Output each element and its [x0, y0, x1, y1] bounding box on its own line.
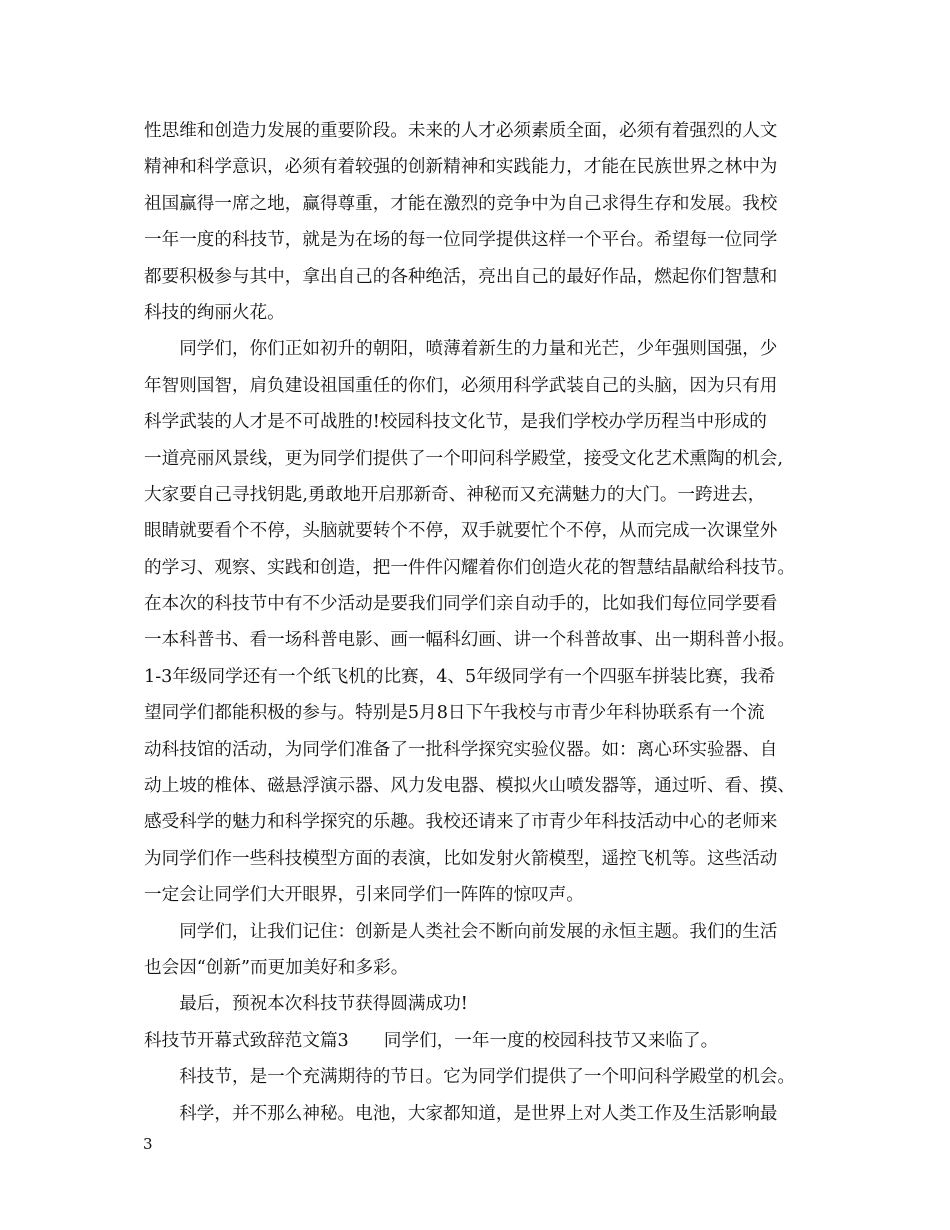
text-line: 眼睛就要看个不停，头脑就要转个不停，双手就要忙个不停，从而完成一次课堂外 — [144, 521, 778, 542]
text-line: 科学武装的人才是不可战胜的!校园科技文化节，是我们学校办学历程当中形成的 — [144, 412, 767, 433]
text-line: 科技的绚丽火花。 — [144, 302, 285, 323]
text-line: 性思维和创造力发展的重要阶段。未来的人才必须素质全面，必须有着强烈的人文 — [144, 121, 778, 141]
text-line: 一道亮丽风景线，更为同学们提供了一个叩问科学殿堂，接受文化艺术熏陶的机会, — [144, 448, 783, 469]
page-number: 3 — [143, 1135, 153, 1153]
text-line: 精神和科学意识，必须有着较强的创新精神和实践能力，才能在民族世界之林中为 — [144, 157, 778, 178]
text-line: 一定会让同学们大开眼界，引来同学们一阵阵的惊叹声。 — [144, 885, 584, 906]
text-line: 都要积极参与其中，拿出自己的各种绝活，亮出自己的最好作品，燃起你们智慧和 — [144, 266, 778, 287]
text-line: 也会因“创新”而更加美好和多彩。 — [144, 957, 409, 978]
text-line: 大家要自己寻找钥匙,勇敢地开启那新奇、神秘而又充满魅力的大门。一跨进去， — [144, 484, 766, 505]
text-line: 同学们，让我们记住：创新是人类社会不断向前发展的永恒主题。我们的生活 — [144, 921, 778, 942]
text-line: 科技节，是一个充满期待的节日。它为同学们提供了一个叩问科学殿堂的机会。 — [144, 1067, 795, 1088]
text-line: 感受科学的魅力和科学探究的乐趣。我校还请来了市青少年科技活动中心的老师来 — [144, 812, 778, 833]
text-line: 望同学们都能积极的参与。特别是5月8日下午我校与市青少年科协联系有一个流 — [144, 703, 765, 724]
text-line: 最后，预祝本次科技节获得圆满成功! — [144, 994, 468, 1015]
text-line: 科技节开幕式致辞范文篇3 同学们，一年一度的校园科技节又来临了。 — [144, 1030, 719, 1051]
text-line: 在本次的科技节中有不少活动是要我们同学们亲自动手的，比如我们每位同学要看 — [144, 594, 778, 615]
text-line: 科学，并不那么神秘。电池，大家都知道，是世界上对人类工作及生活影响最 — [144, 1103, 778, 1124]
text-line: 为同学们作一些科技模型方面的表演，比如发射火箭模型，遥控飞机等。这些活动 — [144, 848, 778, 869]
text-line: 一本科普书、看一场科普电影、画一幅科幻画、讲一个科普故事、出一期科普小报。 — [144, 630, 795, 651]
text-line: 年智则国智，肩负建设祖国重任的你们，必须用科学武装自己的头脑，因为只有用 — [144, 375, 778, 396]
text-line: 动科技馆的活动，为同学们准备了一批科学探究实验仪器。如：离心环实验器、自 — [144, 739, 778, 760]
text-line: 祖国赢得一席之地，赢得尊重，才能在激烈的竞争中为自己求得生存和发展。我校 — [144, 193, 778, 214]
text-line: 的学习、观察、实践和创造，把一件件闪耀着你们创造火花的智慧结晶献给科技节。 — [144, 557, 795, 578]
text-line: 动上坡的椎体、磁悬浮演示器、风力发电器、模拟火山喷发器等，通过听、看、摸、 — [144, 776, 795, 797]
body-text — [144, 113, 834, 1132]
text-line: 同学们，你们正如初升的朝阳，喷薄着新生的力量和光芒，少年强则国强，少 — [144, 339, 778, 360]
text-line: 一年一度的科技节，就是为在场的每一位同学提供这样一个平台。希望每一位同学 — [144, 230, 778, 251]
text-line: 1-3年级同学还有一个纸飞机的比赛，4、5年级同学有一个四驱车拼装比赛，我希 — [144, 666, 776, 687]
